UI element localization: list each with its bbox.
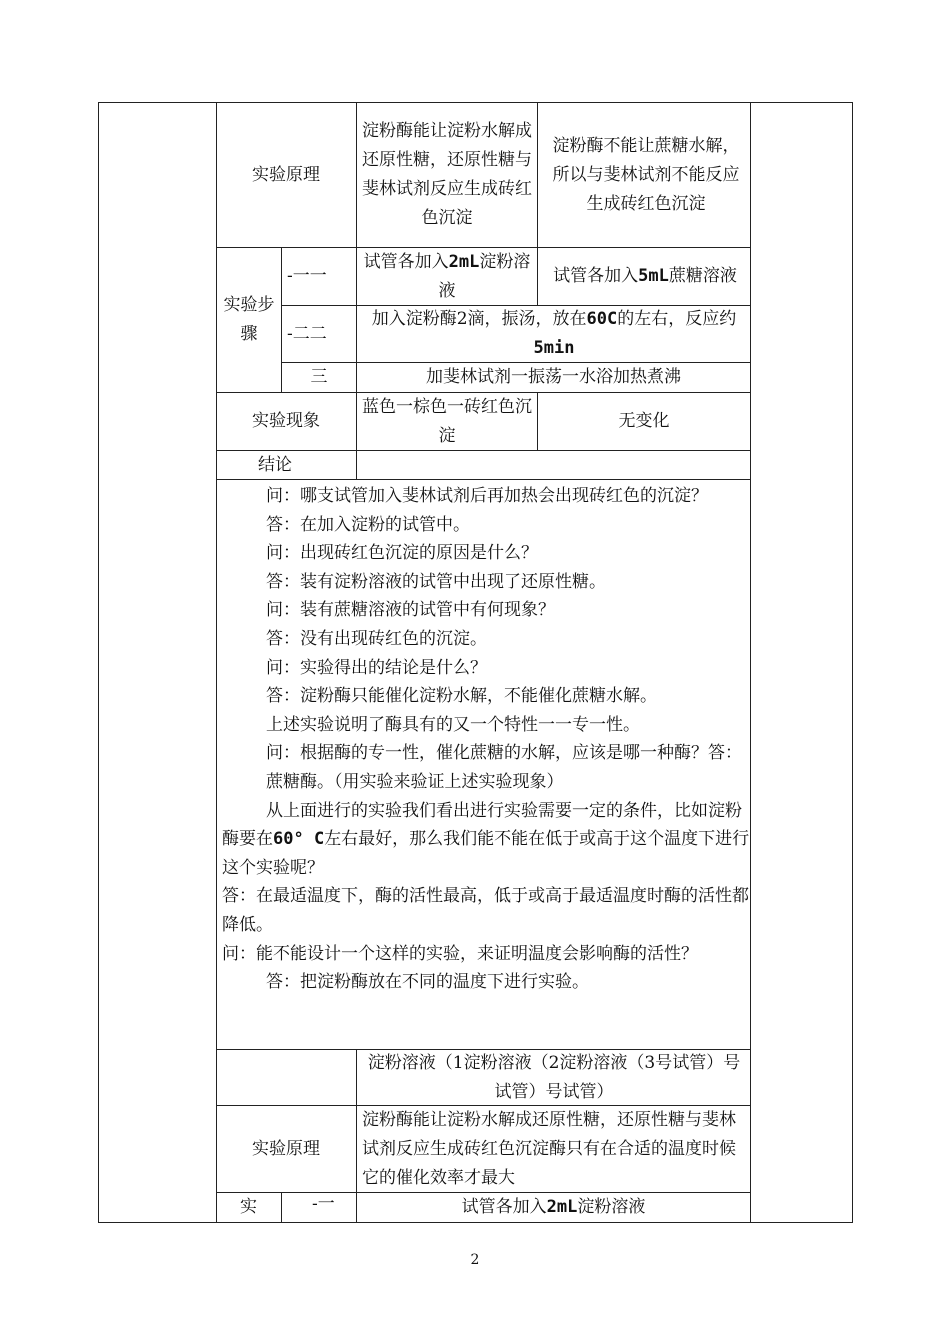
- col-line-1: [216, 102, 217, 1223]
- qa-paragraph: 从上面进行的实验我们看出进行实验需要一定的条件，比如淀粉酶要在60° C左右最好，那么我们能不能在低于或高于这个温度下进行这个实验呢？: [222, 800, 750, 878]
- outer-left: [98, 102, 99, 1223]
- t2-step-1-number: -一: [312, 1194, 335, 1214]
- t2-vline-step: [281, 1192, 282, 1222]
- step-3-text: 加斐林试剂一振荡一水浴加热煮沸: [426, 367, 681, 387]
- steps-label: 实验步骤: [223, 295, 275, 344]
- phenomenon-sucrose: 无变化: [618, 411, 670, 431]
- phenomenon-starch: 蓝色一棕色一砖红色沉淀: [362, 396, 532, 446]
- qa-block: [222, 482, 750, 997]
- qa-answer-7: 答：把淀粉酶放在不同的温度下进行实验。: [266, 972, 589, 993]
- t1-vline-a: [356, 102, 357, 480]
- t1-h6: [216, 479, 750, 480]
- principle-label: 实验原理: [252, 164, 320, 185]
- step-2-number: -二二: [287, 323, 327, 344]
- qa-question-2: 问：出现砖红色沉淀的原因是什么？: [266, 543, 538, 564]
- phenomenon-label: 实验现象: [252, 411, 320, 431]
- qa-answer-6: 答：在最适温度下，酶的活性最高，低于或高于最适温度时酶的活性都降低。: [222, 886, 749, 935]
- principle-sucrose: 淀粉酶不能让蔗糖水解，所以与斐林试剂不能反应生成砖红色沉淀: [552, 135, 740, 214]
- principle-starch: 淀粉酶能让淀粉水解成还原性糖，还原性糖与斐林试剂反应生成砖红色沉淀: [362, 121, 532, 228]
- step-3-number: 三: [310, 367, 328, 387]
- qa-question-5: 问：根据酶的专一性，催化蔗糖的水解，应该是哪一种酶？答：蔗糖酶。（用实验来验证上述实验现象）: [266, 743, 742, 792]
- step-1-number: -一一: [287, 266, 327, 286]
- t1-vline-b: [537, 102, 538, 306]
- t2-principle-text: 淀粉酶能让淀粉水解成还原性糖，还原性糖与斐林试剂反应生成砖红色沉淀酶只有在合适的温度时候它的催化效率才最大: [362, 1109, 736, 1188]
- qa-question-1: 问：哪支试管加入斐林试剂后再加热会出现砖红色的沉淀？: [266, 486, 708, 506]
- qa-answer-1: 答：在加入淀粉的试管中。: [266, 514, 470, 535]
- t2-steps-label: 实: [240, 1197, 257, 1217]
- tube-header: 淀粉溶液（1淀粉溶液（2淀粉溶液（3号试管）号试管）号试管）: [367, 1052, 741, 1102]
- t2-step-1-text: 试管各加入2mL淀粉溶液: [461, 1197, 646, 1217]
- outer-right: [852, 102, 853, 1223]
- outer-bottom: [98, 1222, 853, 1223]
- page-number: 2: [470, 1252, 480, 1268]
- step-1-starch: 试管各加入2mL淀粉溶液: [363, 251, 531, 301]
- qa-question-4: 问：实验得出的结论是什么？: [266, 657, 487, 678]
- qa-statement: 上述实验说明了酶具有的又一个特性一一专一性。: [266, 714, 640, 735]
- t2-principle-label: 实验原理: [252, 1138, 320, 1159]
- qa-answer-4: 答：淀粉酶只能催化淀粉水解，不能催化蔗糖水解。: [266, 686, 657, 707]
- step-2-text: 加入淀粉酶2滴，振汤，放在60C的左右，反应约5min: [371, 309, 737, 358]
- conclusion-label: 结论: [258, 454, 292, 475]
- qa-answer-3: 答：没有出现砖红色的沉淀。: [266, 628, 487, 649]
- step-1-sucrose: 试管各加入5mL蔗糖溶液: [553, 266, 737, 286]
- qa-answer-2: 答：装有淀粉溶液的试管中出现了还原性糖。: [266, 571, 606, 592]
- col-line-right: [750, 102, 751, 1223]
- qa-question-3: 问：装有蔗糖溶液的试管中有何现象？: [266, 600, 555, 621]
- qa-question-7: 问：能不能设计一个这样的实验，来证明温度会影响酶的活性？: [222, 943, 698, 964]
